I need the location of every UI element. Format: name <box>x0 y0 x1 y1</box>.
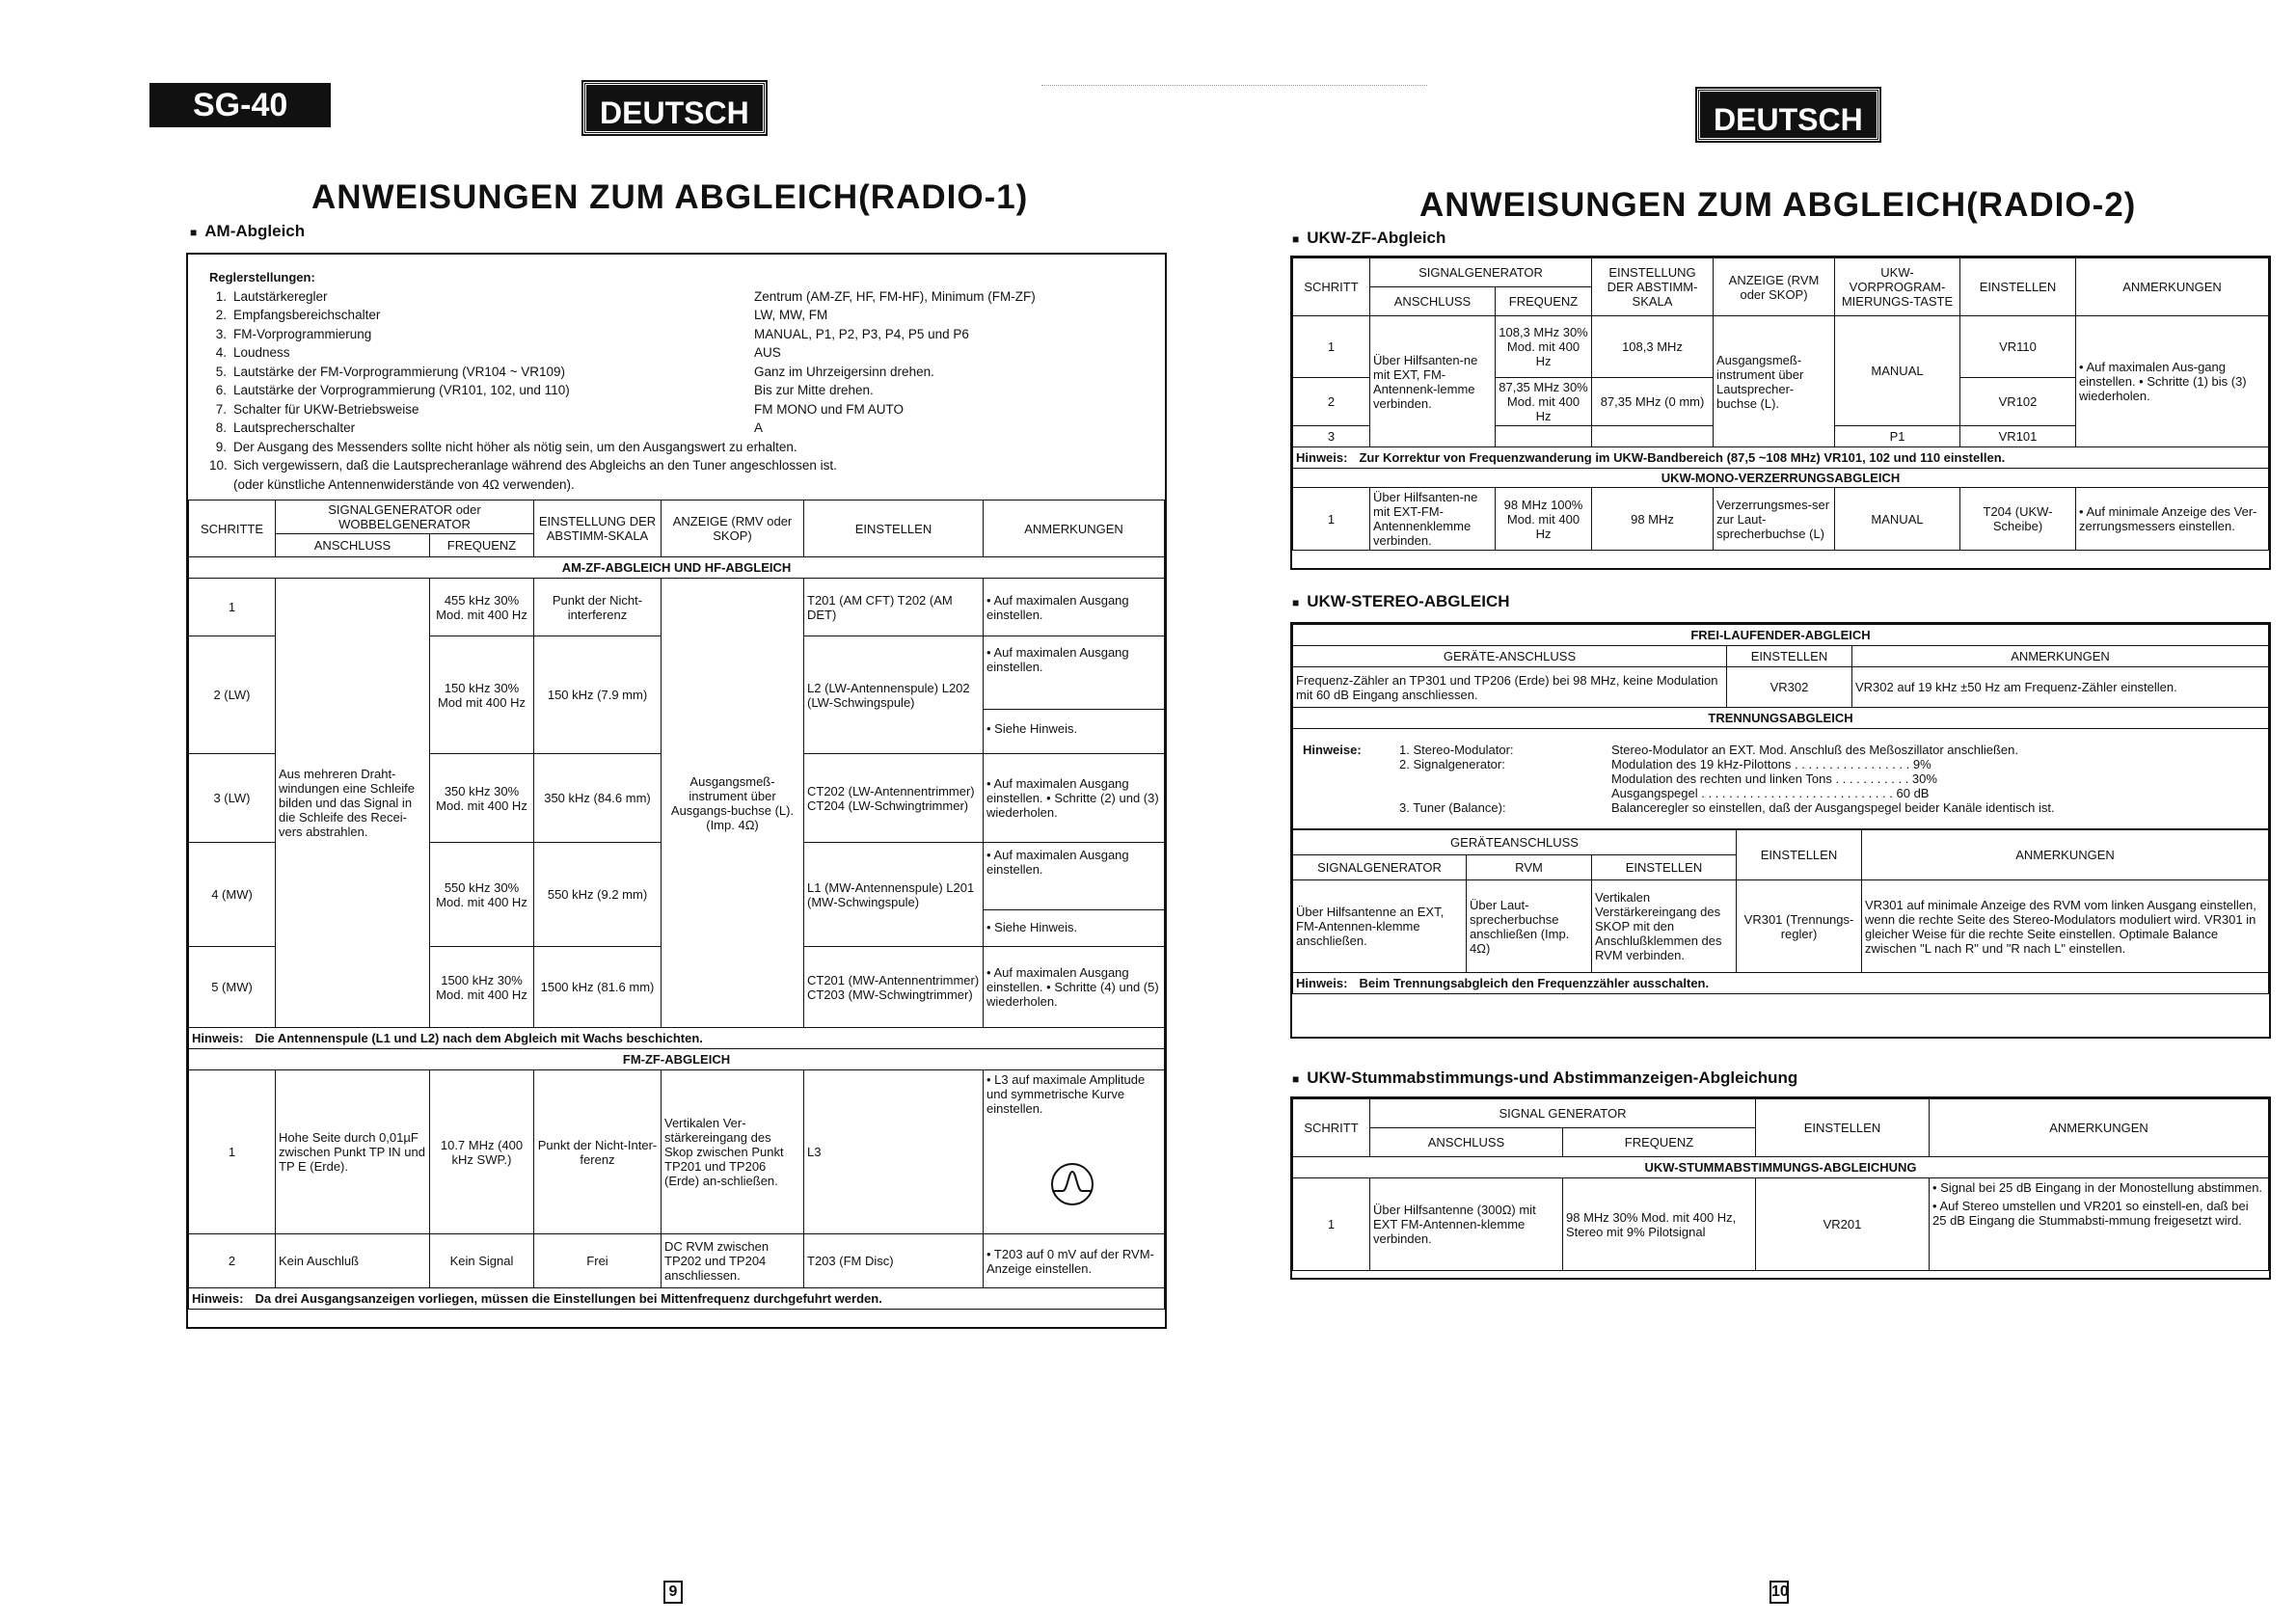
page-title: ANWEISUNGEN ZUM ABGLEICH(RADIO-2) <box>1419 186 2137 224</box>
einstellen-cell: L3 <box>804 1070 984 1234</box>
settings-number: 8. <box>215 420 227 435</box>
anm-note-2: • Siehe Hinweis. <box>986 721 1078 736</box>
hinweise-item <box>1399 757 2258 771</box>
anzeige-cell: Vertikalen Ver-stärkereingang des Skop zwischen Punkt TP201 und TP206 (Erde) an-schließen. <box>662 1070 804 1234</box>
ukw-zf-table <box>1292 257 2269 551</box>
anmerkungen-cell: • T203 auf 0 mV auf der RVM-Anzeige einstellen. <box>984 1234 1165 1288</box>
am-connection-cell: Aus mehreren Draht-windungen eine Schleife bilden und das Signal in die Schleife des Recei-vers abstrahlen. <box>276 579 430 1028</box>
conn-cell: Hohe Seite durch 0,01µF zwischen Punkt TP IN und TP E (Erde). <box>276 1070 430 1234</box>
anzeige-cell: DC RVM zwischen TP202 und TP204 anschliessen. <box>662 1234 804 1288</box>
table-row <box>1293 667 2269 708</box>
hinweise-value: Balanceregler so einstellen, daß der Ausgangspegel beider Kanäle identisch ist. <box>1611 800 2055 815</box>
model-badge: SG-40 <box>149 83 331 127</box>
settings-item <box>209 475 1144 495</box>
anm-note: • L3 auf maximale Amplitude und symmetrische Kurve einstellen. <box>986 1072 1146 1116</box>
anmerkungen-cell: • Auf maximalen Ausgang einstellen. • Schritte (4) und (5) wiederholen. <box>984 947 1165 1028</box>
fm-section-bar: FM-ZF-ABGLEICH <box>189 1049 1165 1070</box>
section-heading: ■ AM-Abgleich <box>190 222 306 240</box>
settings-item <box>209 325 1144 344</box>
settings-value: LW, MW, FM <box>754 308 828 322</box>
einstellen-cell: VR101 <box>1960 426 2076 447</box>
hinweise-key <box>1399 771 1611 786</box>
anmerkungen-cell <box>984 1070 1165 1234</box>
header-anmerkungen: ANMERKUNGEN <box>1930 1099 2269 1157</box>
settings-list <box>209 287 1144 495</box>
header-anmerkungen: ANMERKUNGEN <box>2076 258 2269 316</box>
settings-value: Ganz im Uhrzeigersinn drehen. <box>754 364 934 379</box>
header-siggen: SIGNALGENERATOR <box>1293 855 1467 880</box>
anmerkungen-cell <box>984 843 1165 947</box>
einstellen-cell: T204 (UKW-Scheibe) <box>1960 488 2076 551</box>
step-cell: 3 (LW) <box>189 754 276 843</box>
anzeige-cell: Ausgangsmeß-instrument über Lautsprecher-buchse (L). <box>1714 316 1835 447</box>
settings-item <box>209 381 1144 400</box>
fm-note: Hinweis: Da drei Ausgangsanzeigen vorliegen, müssen die Einstellungen bei Mittenfrequenz durchgefuhrt werden. <box>189 1288 1165 1310</box>
freq-cell: 98 MHz 30% Mod. mit 400 Hz, Stereo mit 9% Pilotsignal <box>1563 1178 1756 1271</box>
settings-key: Empfangsbereichschalter <box>233 308 381 322</box>
prog-cell: P1 <box>1835 426 1960 447</box>
skala-cell <box>1592 426 1714 447</box>
settings-value: Zentrum (AM-ZF, HF, FM-HF), Minimum (FM-ZF) <box>754 288 1036 304</box>
anmerkungen-cell <box>1930 1178 2269 1271</box>
settings-number: 5. <box>215 364 227 379</box>
right-page <box>1148 0 2295 1623</box>
anzeige-cell: Verzerrungsmes-ser zur Laut-sprecherbuchse (L) <box>1714 488 1835 551</box>
hinweise-item <box>1399 743 2258 757</box>
table-row <box>189 1070 1165 1234</box>
free-run-table <box>1292 624 2269 829</box>
language-badge: DEUTSCH <box>1697 89 1879 141</box>
header-anzeige: ANZEIGE (RMV oder SKOP) <box>662 500 804 557</box>
header-anmerkungen: ANMERKUNGEN <box>1862 830 2269 880</box>
siggen-cell: Über Hilfsantenne an EXT, FM-Antennen-klemme anschließen. <box>1293 880 1467 973</box>
stereo-table-box <box>1290 622 2271 1039</box>
step-cell: 2 (LW) <box>189 636 276 754</box>
step-cell: 3 <box>1293 426 1370 447</box>
mute-table <box>1292 1098 2269 1271</box>
anm-note: • Signal bei 25 dB Eingang in der Monostellung abstimmen. <box>1932 1180 2263 1195</box>
anmerkungen-cell: VR302 auf 19 kHz ±50 Hz am Frequenz-Zähler einstellen. <box>1852 667 2269 708</box>
anm-note-2: • Siehe Hinweis. <box>986 920 1078 934</box>
settings-key: Loudness <box>233 345 290 360</box>
table-row <box>189 579 1165 636</box>
skala-cell: 150 kHz (7.9 mm) <box>534 636 662 754</box>
settings-number: 9. <box>215 439 227 454</box>
step-cell: 1 <box>1293 488 1370 551</box>
header-schritt: SCHRITT <box>1293 258 1370 316</box>
hinweise-value: Modulation des rechten und linken Tons . . . . . . . . . . . 30% <box>1611 771 1937 786</box>
hinweise-item <box>1399 771 2258 786</box>
header-frequenz: FREQUENZ <box>1563 1128 1756 1157</box>
header-vorprog: UKW-VORPROGRAM-MIERUNGS-TASTE <box>1835 258 1960 316</box>
hinweise-item <box>1399 800 2258 815</box>
header-einstellen: EINSTELLEN <box>1727 646 1852 667</box>
settings-value: A <box>754 420 764 435</box>
header-siggen: SIGNAL GENERATOR <box>1370 1099 1756 1128</box>
curve-icon <box>1041 1162 1103 1206</box>
am-anzeige-cell: Ausgangsmeß-instrument über Ausgangs-buchse (L). (Imp. 4Ω) <box>662 579 804 1028</box>
settings-item <box>209 343 1144 363</box>
freq-cell: 455 kHz 30% Mod. mit 400 Hz <box>430 579 534 636</box>
hinweise-key: 1. Stereo-Modulator: <box>1399 743 1514 757</box>
settings-block <box>188 255 1165 500</box>
settings-item <box>209 363 1144 382</box>
settings-item <box>209 400 1144 419</box>
step-cell: 5 (MW) <box>189 947 276 1028</box>
step-cell: 2 <box>1293 378 1370 426</box>
ukw-note: Hinweis: Zur Korrektur von Frequenzwanderung im UKW-Bandbereich (87,5 ~108 MHz) VR101, 102 und 110 einstellen. <box>1293 447 2269 469</box>
anm-note-2: • Auf Stereo umstellen und VR201 so einstell-en, daß bei 25 dB Eingang die Stummabsti-mmung freigesetzt wird. <box>1932 1199 2249 1228</box>
header-einstellung: EINSTELLUNG DER ABSTIMM-SKALA <box>1592 258 1714 316</box>
table-row <box>1293 488 2269 551</box>
hinweise-label: Hinweise: <box>1303 743 1362 757</box>
settings-number <box>209 475 227 495</box>
settings-title: Reglerstellungen: <box>209 270 315 284</box>
anm-note: • Auf maximalen Ausgang einstellen. <box>984 642 1164 710</box>
header-schritt: SCHRITT <box>1293 1099 1370 1157</box>
freq-cell: Kein Signal <box>430 1234 534 1288</box>
settings-number: 10. <box>209 458 228 473</box>
settings-item <box>209 438 1144 457</box>
hinweise-key <box>1399 786 1611 800</box>
einstellen-sub-cell: Vertikalen Verstärkereingang des SKOP mit den Anschlußklemmen des RVM verbinden. <box>1592 880 1737 973</box>
prog-cell: MANUAL <box>1835 316 1960 426</box>
settings-value: FM MONO und FM AUTO <box>754 401 905 417</box>
free-section-bar: FREI-LAUFENDER-ABGLEICH <box>1293 625 2269 646</box>
step-cell: 1 <box>1293 316 1370 378</box>
mono-section-bar: UKW-MONO-VERZERRUNGSABGLEICH <box>1293 469 2269 488</box>
table-row <box>1293 316 2269 378</box>
header-anmerkungen: ANMERKUNGEN <box>984 500 1165 557</box>
table-row <box>189 1234 1165 1288</box>
step-cell: 4 (MW) <box>189 843 276 947</box>
skala-cell: Punkt der Nicht-Inter-ferenz <box>534 1070 662 1234</box>
header-anzeige: ANZEIGE (RVM oder SKOP) <box>1714 258 1835 316</box>
header-anschluss: ANSCHLUSS <box>276 534 430 557</box>
header-anmerkungen: ANMERKUNGEN <box>1852 646 2269 667</box>
anmerkungen-cell: • Auf maximalen Aus-gang einstellen. • Schritte (1) bis (3) wiederholen. <box>2076 316 2269 447</box>
settings-number: 3. <box>215 326 227 341</box>
einstellen-cell: CT201 (MW-Antennentrimmer) CT203 (MW-Schwingtrimmer) <box>804 947 984 1028</box>
anmerkungen-cell: VR301 auf minimale Anzeige des RVM vom linken Ausgang einstellen, wenn die rechte Seite des Stereo-Modulators moduliert wird. VR301 in gleicher Weise für die rechte Seite einstellen. Optimale Balance zwischen "L nach R" und "R nach L" einstellen. <box>1862 880 2269 973</box>
freq-cell: 350 kHz 30% Mod. mit 400 Hz <box>430 754 534 843</box>
einstellen-cell: L2 (LW-Antennenspule) L202 (LW-Schwingspule) <box>804 636 984 754</box>
skala-cell: 550 kHz (9.2 mm) <box>534 843 662 947</box>
freq-cell: 98 MHz 100% Mod. mit 400 Hz <box>1496 488 1592 551</box>
step-cell: 2 <box>189 1234 276 1288</box>
section-heading: ■ UKW-ZF-Abgleich <box>1292 229 1446 247</box>
settings-item <box>209 306 1144 325</box>
header-geraete: GERÄTE-ANSCHLUSS <box>1293 646 1727 667</box>
conn-cell: Frequenz-Zähler an TP301 und TP206 (Erde) bei 98 MHz, keine Modulation mit 60 dB Eingang anschliessen. <box>1293 667 1727 708</box>
settings-number: 7. <box>215 401 227 417</box>
am-note: Hinweis: Die Antennenspule (L1 und L2) nach dem Abgleich mit Wachs beschichten. <box>189 1028 1165 1049</box>
einstellen-cell: VR102 <box>1960 378 2076 426</box>
sep-note: Hinweis: Beim Trennungsabgleich den Frequenzzähler ausschalten. <box>1293 973 2269 994</box>
settings-number: 1. <box>215 288 227 304</box>
settings-key: (oder künstliche Antennenwiderstände von 4Ω verwenden). <box>233 476 575 492</box>
freq-cell: 150 kHz 30% Mod mit 400 Hz <box>430 636 534 754</box>
rvm-cell: Über Laut-sprecherbuchse anschließen (Imp. 4Ω) <box>1467 880 1592 973</box>
einstellen-cell: T203 (FM Disc) <box>804 1234 984 1288</box>
einstellen-cell: VR302 <box>1727 667 1852 708</box>
hinweise-value: Modulation des 19 kHz-Pilottons . . . . . . . . . . . . . . . . . 9% <box>1611 757 1931 771</box>
settings-number: 2. <box>215 308 227 322</box>
hinweise-item <box>1399 786 2258 800</box>
freq-cell: 550 kHz 30% Mod. mit 400 Hz <box>430 843 534 947</box>
einstellen-cell: VR201 <box>1756 1178 1930 1271</box>
am-section-bar: AM-ZF-ABGLEICH UND HF-ABGLEICH <box>189 557 1165 579</box>
hinweise-key: 3. Tuner (Balance): <box>1399 800 1506 815</box>
settings-number: 6. <box>215 383 227 397</box>
freq-cell: 1500 kHz 30% Mod. mit 400 Hz <box>430 947 534 1028</box>
hinweise-value: Stereo-Modulator an EXT. Mod. Anschluß des Meßoszillator anschließen. <box>1611 743 2018 757</box>
mute-table-box <box>1290 1096 2271 1280</box>
conn-cell: Über Hilfsanten-ne mit EXT, FM-Antennenk-lemme verbinden. <box>1370 316 1496 447</box>
skala-cell: 1500 kHz (81.6 mm) <box>534 947 662 1028</box>
anmerkungen-cell: • Auf maximalen Ausgang einstellen. <box>984 579 1165 636</box>
header-anschluss: ANSCHLUSS <box>1370 287 1496 316</box>
header-anschluss: ANSCHLUSS <box>1370 1128 1563 1157</box>
table-row <box>1293 880 2269 973</box>
page-number: 10 <box>1769 1581 1789 1604</box>
hinweise-value: Ausgangspegel . . . . . . . . . . . . . . . . . . . . . . . . . . . . 60 dB <box>1611 786 1930 800</box>
settings-key: Lautstärkeregler <box>233 288 328 304</box>
header-siggen: SIGNALGENERATOR oder WOBBELGENERATOR <box>276 500 534 534</box>
header-frequenz: FREQUENZ <box>430 534 534 557</box>
header-einstellung: EINSTELLUNG DER ABSTIMM-SKALA <box>534 500 662 557</box>
einstellen-cell: CT202 (LW-Antennentrimmer) CT204 (LW-Schwingtrimmer) <box>804 754 984 843</box>
freq-cell: 108,3 MHz 30% Mod. mit 400 Hz <box>1496 316 1592 378</box>
einstellen-cell: L1 (MW-Antennenspule) L201 (MW-Schwingspule) <box>804 843 984 947</box>
page-title: ANWEISUNGEN ZUM ABGLEICH(RADIO-1) <box>311 178 1029 216</box>
settings-key: Schalter für UKW-Betriebsweise <box>233 401 419 417</box>
header-rvm: RVM <box>1467 855 1592 880</box>
hinweise-list <box>1399 743 2258 815</box>
settings-value: Bis zur Mitte drehen. <box>754 383 874 397</box>
table-row <box>1293 1178 2269 1271</box>
einstellen-cell: VR301 (Trennungs-regler) <box>1737 880 1862 973</box>
header-einstellen: EINSTELLEN <box>804 500 984 557</box>
conn-cell: Über Hilfsantenne (300Ω) mit EXT FM-Antennen-klemme verbinden. <box>1370 1178 1563 1271</box>
prog-cell: MANUAL <box>1835 488 1960 551</box>
freq-cell <box>1496 426 1592 447</box>
settings-key: Sich vergewissern, daß die Lautsprecheranlage während des Abgleichs an den Tuner angeschlossen ist. <box>233 458 837 473</box>
hinweise-block <box>1293 729 2269 829</box>
skala-cell: 108,3 MHz <box>1592 316 1714 378</box>
settings-key: Lautsprecherschalter <box>233 420 356 435</box>
page-number: 9 <box>663 1581 683 1604</box>
section-heading: ■ UKW-STEREO-ABGLEICH <box>1292 592 1510 610</box>
skala-cell: 87,35 MHz (0 mm) <box>1592 378 1714 426</box>
skala-cell: 350 kHz (84.6 mm) <box>534 754 662 843</box>
section-heading: ■ UKW-Stummabstimmungs-und Abstimmanzeigen-Abgleichung <box>1292 1068 1798 1087</box>
mute-section-bar: UKW-STUMMABSTIMMUNGS-ABGLEICHUNG <box>1293 1157 2269 1178</box>
anmerkungen-cell: • Auf maximalen Ausgang einstellen. • Schritte (2) und (3) wiederholen. <box>984 754 1165 843</box>
conn-cell: Kein Auschluß <box>276 1234 430 1288</box>
anmerkungen-cell <box>984 636 1165 754</box>
skala-cell: Frei <box>534 1234 662 1288</box>
step-cell: 1 <box>189 1070 276 1234</box>
freq-cell: 87,35 MHz 30% Mod. mit 400 Hz <box>1496 378 1592 426</box>
settings-item <box>209 456 1144 475</box>
header-einstellen: EINSTELLEN <box>1737 830 1862 880</box>
header-schritte: SCHRITTE <box>189 500 276 557</box>
ukw-zf-table-box <box>1290 256 2271 570</box>
header-frequenz: FREQUENZ <box>1496 287 1592 316</box>
anmerkungen-cell: • Auf minimale Anzeige des Ver-zerrungsmessers einstellen. <box>2076 488 2269 551</box>
skala-cell: Punkt der Nicht-interferenz <box>534 579 662 636</box>
conn-cell: Über Hilfsanten-ne mit EXT-FM-Antennenklemme verbinden. <box>1370 488 1496 551</box>
header-einstellen-sub: EINSTELLEN <box>1592 855 1737 880</box>
settings-key: Lautstärke der Vorprogrammierung (VR101, 102, und 110) <box>233 383 570 397</box>
hinweise-key: 2. Signalgenerator: <box>1399 757 1505 771</box>
einstellen-cell: VR110 <box>1960 316 2076 378</box>
skala-cell: 98 MHz <box>1592 488 1714 551</box>
header-geraete: GERÄTEANSCHLUSS <box>1293 830 1737 855</box>
settings-key: Lautstärke der FM-Vorprogrammierung (VR104 ~ VR109) <box>233 364 566 379</box>
sep-table <box>1292 829 2269 994</box>
settings-value: AUS <box>754 345 781 360</box>
settings-value: MANUAL, P1, P2, P3, P4, P5 und P6 <box>754 326 969 341</box>
settings-number: 4. <box>215 345 227 360</box>
settings-item <box>209 419 1144 438</box>
language-badge: DEUTSCH <box>583 82 766 134</box>
settings-key: Der Ausgang des Messenders sollte nicht höher als nötig sein, um den Ausgangswert zu erhalten. <box>233 439 797 454</box>
einstellen-cell: T201 (AM CFT) T202 (AM DET) <box>804 579 984 636</box>
freq-cell: 10.7 MHz (400 kHz SWP.) <box>430 1070 534 1234</box>
am-table <box>188 500 1165 1310</box>
am-table-box <box>186 253 1167 1329</box>
step-cell: 1 <box>189 579 276 636</box>
sep-section-bar: TRENNUNGSABGLEICH <box>1293 708 2269 729</box>
step-cell: 1 <box>1293 1178 1370 1271</box>
settings-item <box>209 287 1144 307</box>
header-siggen: SIGNALGENERATOR <box>1370 258 1592 287</box>
header-einstellen: EINSTELLEN <box>1960 258 2076 316</box>
settings-key: FM-Vorprogrammierung <box>233 326 372 341</box>
anm-note: • Auf maximalen Ausgang einstellen. <box>984 845 1164 910</box>
header-einstellen: EINSTELLEN <box>1756 1099 1930 1157</box>
